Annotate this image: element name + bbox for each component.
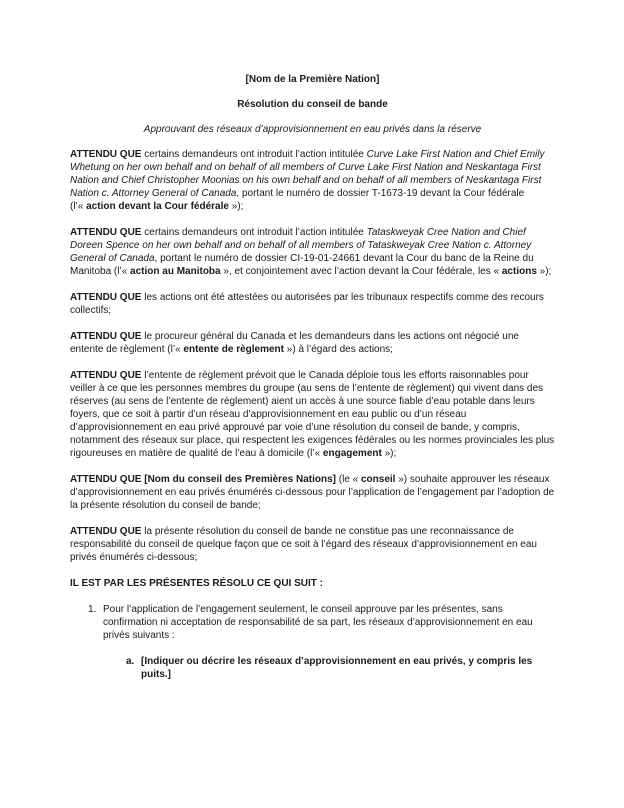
text-run: [Indiquer ou décrire les réseaux d’approvisionnement en eau privés, y compris les puits.] (141, 656, 533, 680)
first-nation-name-title: [Nom de la Première Nation] (245, 74, 380, 85)
text-run: , portant le numéro de dossier T-1673-19 devant la Cour fédérale (l’« (70, 188, 525, 212)
resolution-list (70, 603, 555, 681)
whereas-paragraph (70, 525, 555, 564)
numbered-item (70, 603, 555, 642)
whereas-paragraph (70, 369, 555, 460)
text-run: ATTENDU QUE (70, 370, 142, 381)
whereas-paragraph (70, 148, 555, 213)
text-run: , portant le numéro de dossier CI-19-01-24661 devant la Cour du banc de la Reine du Manitoba (l’« (70, 253, 534, 277)
text-run: ») souhaite approuver les réseaux d’approvisionnement en eau privés énumérés ci-dessous pour l’application de l’engagement par l’adoption de la présente résolution du conseil de bande; (70, 474, 555, 511)
whereas-paragraph (70, 330, 555, 356)
text-run: ») à l’égard des actions; (284, 344, 393, 355)
lettered-item (70, 655, 555, 681)
text-run: Pour l’application de l’engagement seulement, le conseil approuve par les présentes, sans confirmation ni acceptation de responsabilité de sa part, les réseaux d’approvisionnement en eau privés suivants : (103, 604, 533, 641)
list-item-text (141, 655, 555, 681)
text-run: actions (501, 266, 537, 277)
text-run: ATTENDU QUE (70, 292, 142, 303)
text-run: action devant la Cour fédérale (86, 201, 229, 212)
text-run: entente de règlement (183, 344, 284, 355)
resolution-title: Résolution du conseil de bande (237, 99, 388, 110)
list-marker: 1. (88, 604, 97, 615)
whereas-paragraph (70, 226, 555, 278)
text-run: action au Manitoba (130, 266, 221, 277)
text-run: »); (381, 448, 397, 459)
text-run: ATTENDU QUE (70, 227, 142, 238)
text-run: certains demandeurs ont introduit l’action intitulée (141, 227, 367, 238)
text-run: Tataskweyak Cree Nation and Chief Doreen Spence on her own behalf and on behalf of all members of Tataskweyak Cree Nation c. Attorney General of Canada (70, 227, 532, 264)
list-marker: a. (126, 656, 135, 667)
text-run: ATTENDU QUE [Nom du conseil des Premières Nations] (70, 474, 336, 485)
text-run: les actions ont été attestées ou autorisées par les tribunaux respectifs comme des recours collectifs; (70, 292, 544, 316)
text-run: conseil (361, 474, 396, 485)
text-run: », et conjointement avec l’action devant la Cour fédérale, les « (220, 266, 502, 277)
text-run: l’entente de règlement prévoit que le Canada déploie tous les efforts raisonnables pour veiller à ce que les personnes membres du groupe (au sens de l’entente de règlement) qui vivent dans des réserves (au sens de l’entente de règlement) aient un accès à une source fiable d’eau potable dans leurs foyers, que ce soit à partir d’un réseau d’approvisionnement en eau public ou d’un réseau d’approvisionnement en eau privé approuvé par voie d’une résolution du conseil de bande, y compris, notamment des réseaux sur place, qui respectent les exigences fédérales ou les normes provinciales les plus rigoureuses en matière de qualité de l’eau à domicile (l’« (70, 370, 555, 459)
whereas-paragraph (70, 473, 555, 512)
text-run: certains demandeurs ont introduit l’action intitulée (141, 149, 367, 160)
resolution-subtitle: Approuvant des réseaux d’approvisionnement en eau privés dans la réserve (143, 124, 482, 135)
resolved-heading: IL EST PAR LES PRÉSENTES RÉSOLU CE QUI SUIT : (70, 578, 323, 589)
text-run: Curve Lake First Nation and Chief Emily Whetung on her own behalf and on behalf of all members of Curve Lake First Nation and Neskantaga First Nation and Chief Christopher Moonias on his own behalf and on behalf of all members of Neskantaga First Nation c. Attorney General of Canada (70, 149, 545, 199)
text-run: »); (228, 201, 244, 212)
text-run: »); (536, 266, 552, 277)
text-run: ATTENDU QUE (70, 149, 142, 160)
whereas-paragraph (70, 291, 555, 317)
text-run: engagement (322, 448, 382, 459)
whereas-clauses (70, 148, 555, 564)
text-run: ATTENDU QUE (70, 526, 142, 537)
list-item-text (103, 603, 555, 642)
text-run: la présente résolution du conseil de bande ne constitue pas une reconnaissance de responsabilité du conseil de quelque façon que ce soit à l’égard des réseaux d’approvisionnement en eau privés énumérés ci-dessous; (70, 526, 537, 563)
text-run: le procureur général du Canada et les demandeurs dans les actions ont négocié une entente de règlement (l’« (70, 331, 519, 355)
text-run: ATTENDU QUE (70, 331, 142, 342)
text-run: (le « (335, 474, 361, 485)
